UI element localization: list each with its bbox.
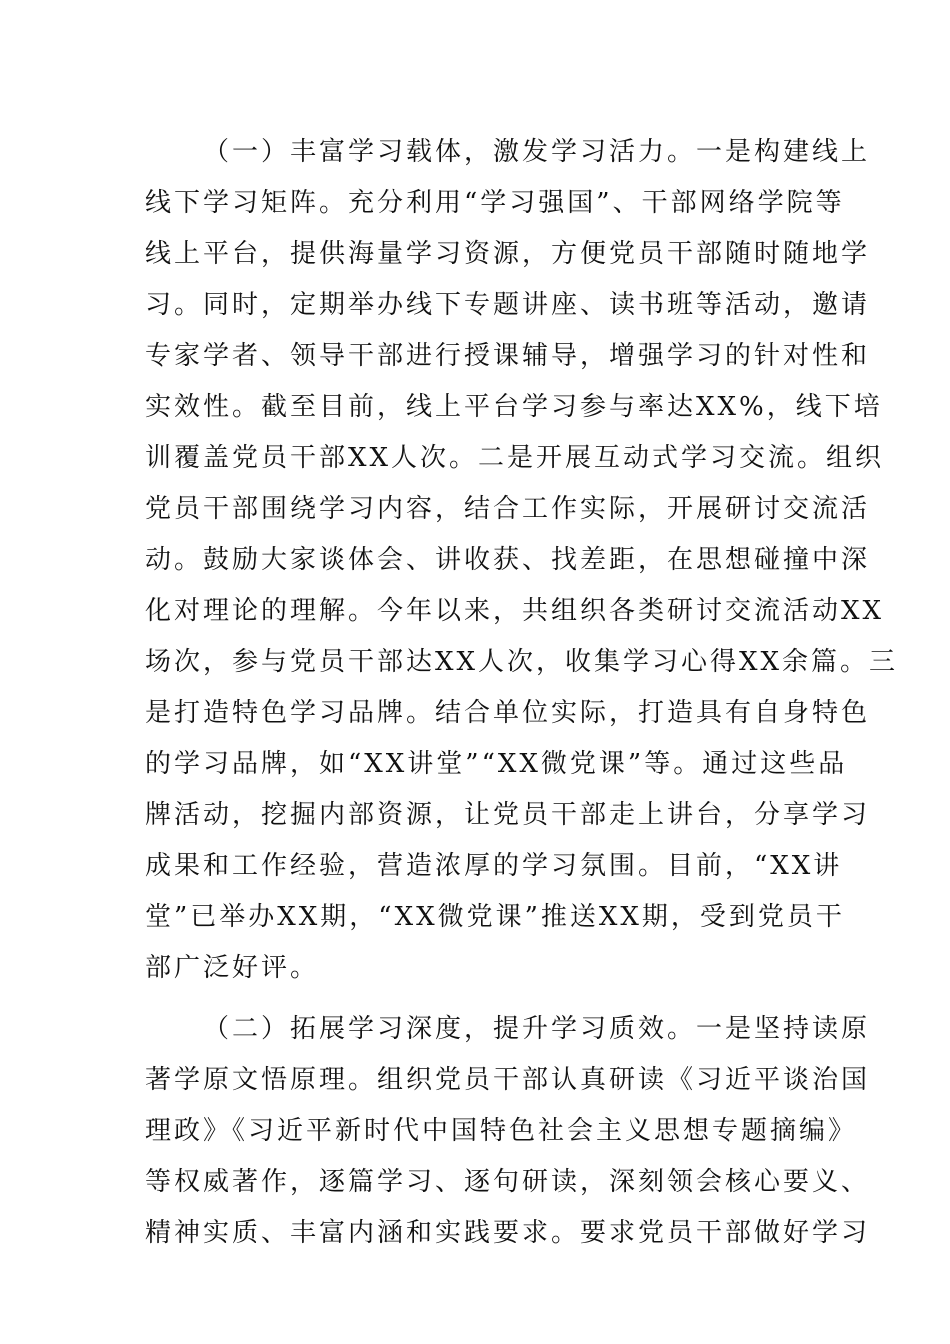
paragraph-1	[145, 127, 899, 994]
paragraph-line: 习。同时，定期举办线下专题讲座、读书班等活动，邀请	[145, 290, 871, 320]
paragraph-line: 实效性。截至目前，线上平台学习参与率达XX%，线下培	[145, 392, 883, 422]
paragraph-line: 专家学者、领导干部进行授课辅导，增强学习的针对性和	[145, 341, 871, 371]
paragraph-line: （一）丰富学习载体，激发学习活力。一是构建线上	[203, 137, 871, 167]
paragraph-line: 牌活动，挖掘内部资源，让党员干部走上讲台，分享学习	[145, 800, 871, 830]
paragraph-line: 的学习品牌，如“XX讲堂”“XX微党课”等。通过这些品	[145, 749, 848, 779]
paragraph-line: 精神实质、丰富内涵和实践要求。要求党员干部做好学习	[145, 1218, 871, 1248]
paragraph-line: 线下学习矩阵。充分利用“学习强国”、干部网络学院等	[145, 188, 845, 218]
paragraph-line: （二）拓展学习深度，提升学习质效。一是坚持读原	[203, 1014, 871, 1044]
paragraph-line: 训覆盖党员干部XX人次。二是开展互动式学习交流。组织	[145, 443, 885, 473]
paragraph-line: 成果和工作经验，营造浓厚的学习氛围。目前，“XX讲	[145, 851, 843, 881]
paragraph-line: 堂”已举办XX期，“XX微党课”推送XX期，受到党员干	[145, 902, 845, 932]
paragraph-line: 部广泛好评。	[145, 953, 320, 983]
document-body	[145, 127, 899, 1259]
paragraph-2	[145, 1004, 871, 1259]
paragraph-line: 等权威著作，逐篇学习、逐句研读，深刻领会核心要义、	[145, 1167, 871, 1197]
paragraph-spacer	[145, 994, 808, 1004]
paragraph-line: 化对理论的理解。今年以来，共组织各类研讨交流活动XX	[145, 596, 885, 626]
paragraph-line: 党员干部围绕学习内容，结合工作实际，开展研讨交流活	[145, 494, 871, 524]
paragraph-line: 线上平台，提供海量学习资源，方便党员干部随时随地学	[145, 239, 871, 269]
paragraph-line: 著学原文悟原理。组织党员干部认真研读《习近平谈治国	[145, 1065, 871, 1095]
paragraph-line: 场次，参与党员干部达XX人次，收集学习心得XX余篇。三	[145, 647, 899, 677]
paragraph-line: 动。鼓励大家谈体会、讲收获、找差距，在思想碰撞中深	[145, 545, 871, 575]
paragraph-line: 是打造特色学习品牌。结合单位实际，打造具有自身特色	[145, 698, 871, 728]
paragraph-line: 理政》《习近平新时代中国特色社会主义思想专题摘编》	[145, 1116, 858, 1146]
